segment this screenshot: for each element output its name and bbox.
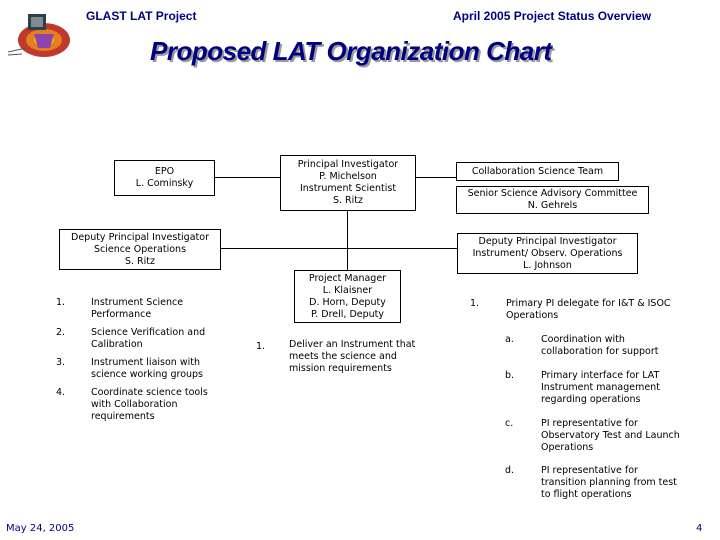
right-sub-item-b-line-2: Instrument management <box>541 382 660 393</box>
right-sub-num-c: c. <box>505 418 514 429</box>
middle-list-item-1-line-1: Deliver an Instrument that <box>289 339 416 350</box>
collaboration-title: Collaboration Science Team <box>471 165 604 177</box>
right-sub-item-a-line-2: collaboration for support <box>541 346 659 357</box>
right-sub-num-b: b. <box>505 370 515 381</box>
deputy-instrument-box <box>457 233 638 274</box>
project-manager-box <box>294 270 401 323</box>
right-sub-item-c-line-2: Observatory Test and Launch <box>541 430 680 441</box>
ssac-name: N. Gehrels <box>527 200 578 211</box>
ssac-box <box>456 186 649 214</box>
epo-box <box>114 160 215 196</box>
connector-pi-pm <box>347 210 348 270</box>
header-status: April 2005 Project Status Overview <box>453 9 652 23</box>
deputy-instrument-name: L. Johnson <box>523 259 572 271</box>
left-list-item-4-line-3: requirements <box>91 411 155 422</box>
right-sub-item-d <box>541 465 677 501</box>
left-list-item-3-line-2: science working groups <box>91 369 204 380</box>
left-list-item-2-line-2: Calibration <box>91 339 143 350</box>
instrument-scientist-name: S. Ritz <box>332 195 364 206</box>
pm-deputy-1: D. Horn, Deputy <box>309 296 386 308</box>
pi-title: Principal Investigator <box>297 159 399 170</box>
pi-name: P. Michelson <box>319 171 377 182</box>
right-sub-item-d-line-3: to flight operations <box>541 489 632 500</box>
page-title: Proposed LAT Organization Chart <box>150 36 552 66</box>
deputy-science-title: Deputy Principal Investigator <box>71 231 209 243</box>
connector-deputies <box>220 248 458 249</box>
collaboration-box <box>456 162 619 181</box>
right-sub-item-b-line-3: regarding operations <box>541 394 641 405</box>
right-sub-item-c-line-3: Operations <box>541 442 594 453</box>
deputy-science-box <box>59 229 221 270</box>
right-sub-item-b <box>541 370 660 406</box>
ssac-title: Senior Science Advisory Committee <box>467 188 638 199</box>
right-sub-item-a <box>541 334 658 358</box>
left-list-num-2: 2. <box>56 327 66 338</box>
middle-list-item-1-line-3: mission requirements <box>289 363 392 374</box>
connector-epo-pi <box>214 177 280 178</box>
left-list-item-2 <box>91 327 205 351</box>
deputy-instrument-title: Deputy Principal Investigator <box>478 235 617 247</box>
left-list-item-4-line-1: Coordinate science tools <box>91 387 208 398</box>
right-list-num-1: 1. <box>470 298 480 309</box>
right-sub-num-a: a. <box>505 334 514 345</box>
glast-logo <box>4 10 74 62</box>
right-list-item-1 <box>506 298 671 322</box>
middle-list-num-1: 1. <box>256 341 266 352</box>
pi-box <box>280 155 416 211</box>
header-project: GLAST LAT Project <box>86 9 197 23</box>
left-list-item-1 <box>91 297 183 321</box>
left-list-num-3: 3. <box>56 357 66 368</box>
epo-title: EPO <box>154 166 175 177</box>
pm-deputy-2: P. Drell, Deputy <box>310 308 385 320</box>
right-list-item-1-line-2: Operations <box>506 310 559 321</box>
footer-page-number: 4 <box>696 523 703 534</box>
epo-name: L. Cominsky <box>135 178 194 189</box>
left-list-item-3 <box>91 357 203 381</box>
middle-list-item-1-line-2: meets the science and <box>289 351 397 362</box>
left-list-item-2-line-1: Science Verification and <box>91 327 206 338</box>
left-list-item-4 <box>91 387 208 423</box>
right-sub-item-c-line-1: PI representative for <box>541 418 638 429</box>
right-list-item-1-line-1: Primary PI delegate for I&T & ISOC <box>506 298 671 309</box>
right-sub-item-d-line-1: PI representative for <box>541 465 638 476</box>
instrument-scientist-title: Instrument Scientist <box>299 183 397 194</box>
pm-name: L. Klaisner <box>322 284 373 296</box>
deputy-science-name: S. Ritz <box>124 255 156 267</box>
right-sub-num-d: d. <box>505 465 515 476</box>
footer-date: May 24, 2005 <box>6 523 75 534</box>
deputy-science-dept: Science Operations <box>93 243 187 255</box>
right-sub-item-d-line-2: transition planning from test <box>541 477 677 488</box>
middle-list-item-1 <box>289 339 415 375</box>
connector-pi-collab <box>415 177 457 178</box>
right-sub-item-b-line-1: Primary interface for LAT <box>541 370 660 381</box>
left-list-item-4-line-2: with Collaboration <box>91 399 178 410</box>
deputy-instrument-dept: Instrument/ Observ. Operations <box>472 247 623 259</box>
pm-title: Project Manager <box>308 272 387 284</box>
left-list-num-1: 1. <box>56 297 66 308</box>
right-sub-item-a-line-1: Coordination with <box>541 334 625 345</box>
left-list-item-1-line-2: Performance <box>91 309 152 320</box>
left-list-item-1-line-1: Instrument Science <box>91 297 184 308</box>
right-sub-item-c <box>541 418 680 454</box>
left-list-num-4: 4. <box>56 387 66 398</box>
left-list-item-3-line-1: Instrument liaison with <box>91 357 200 368</box>
